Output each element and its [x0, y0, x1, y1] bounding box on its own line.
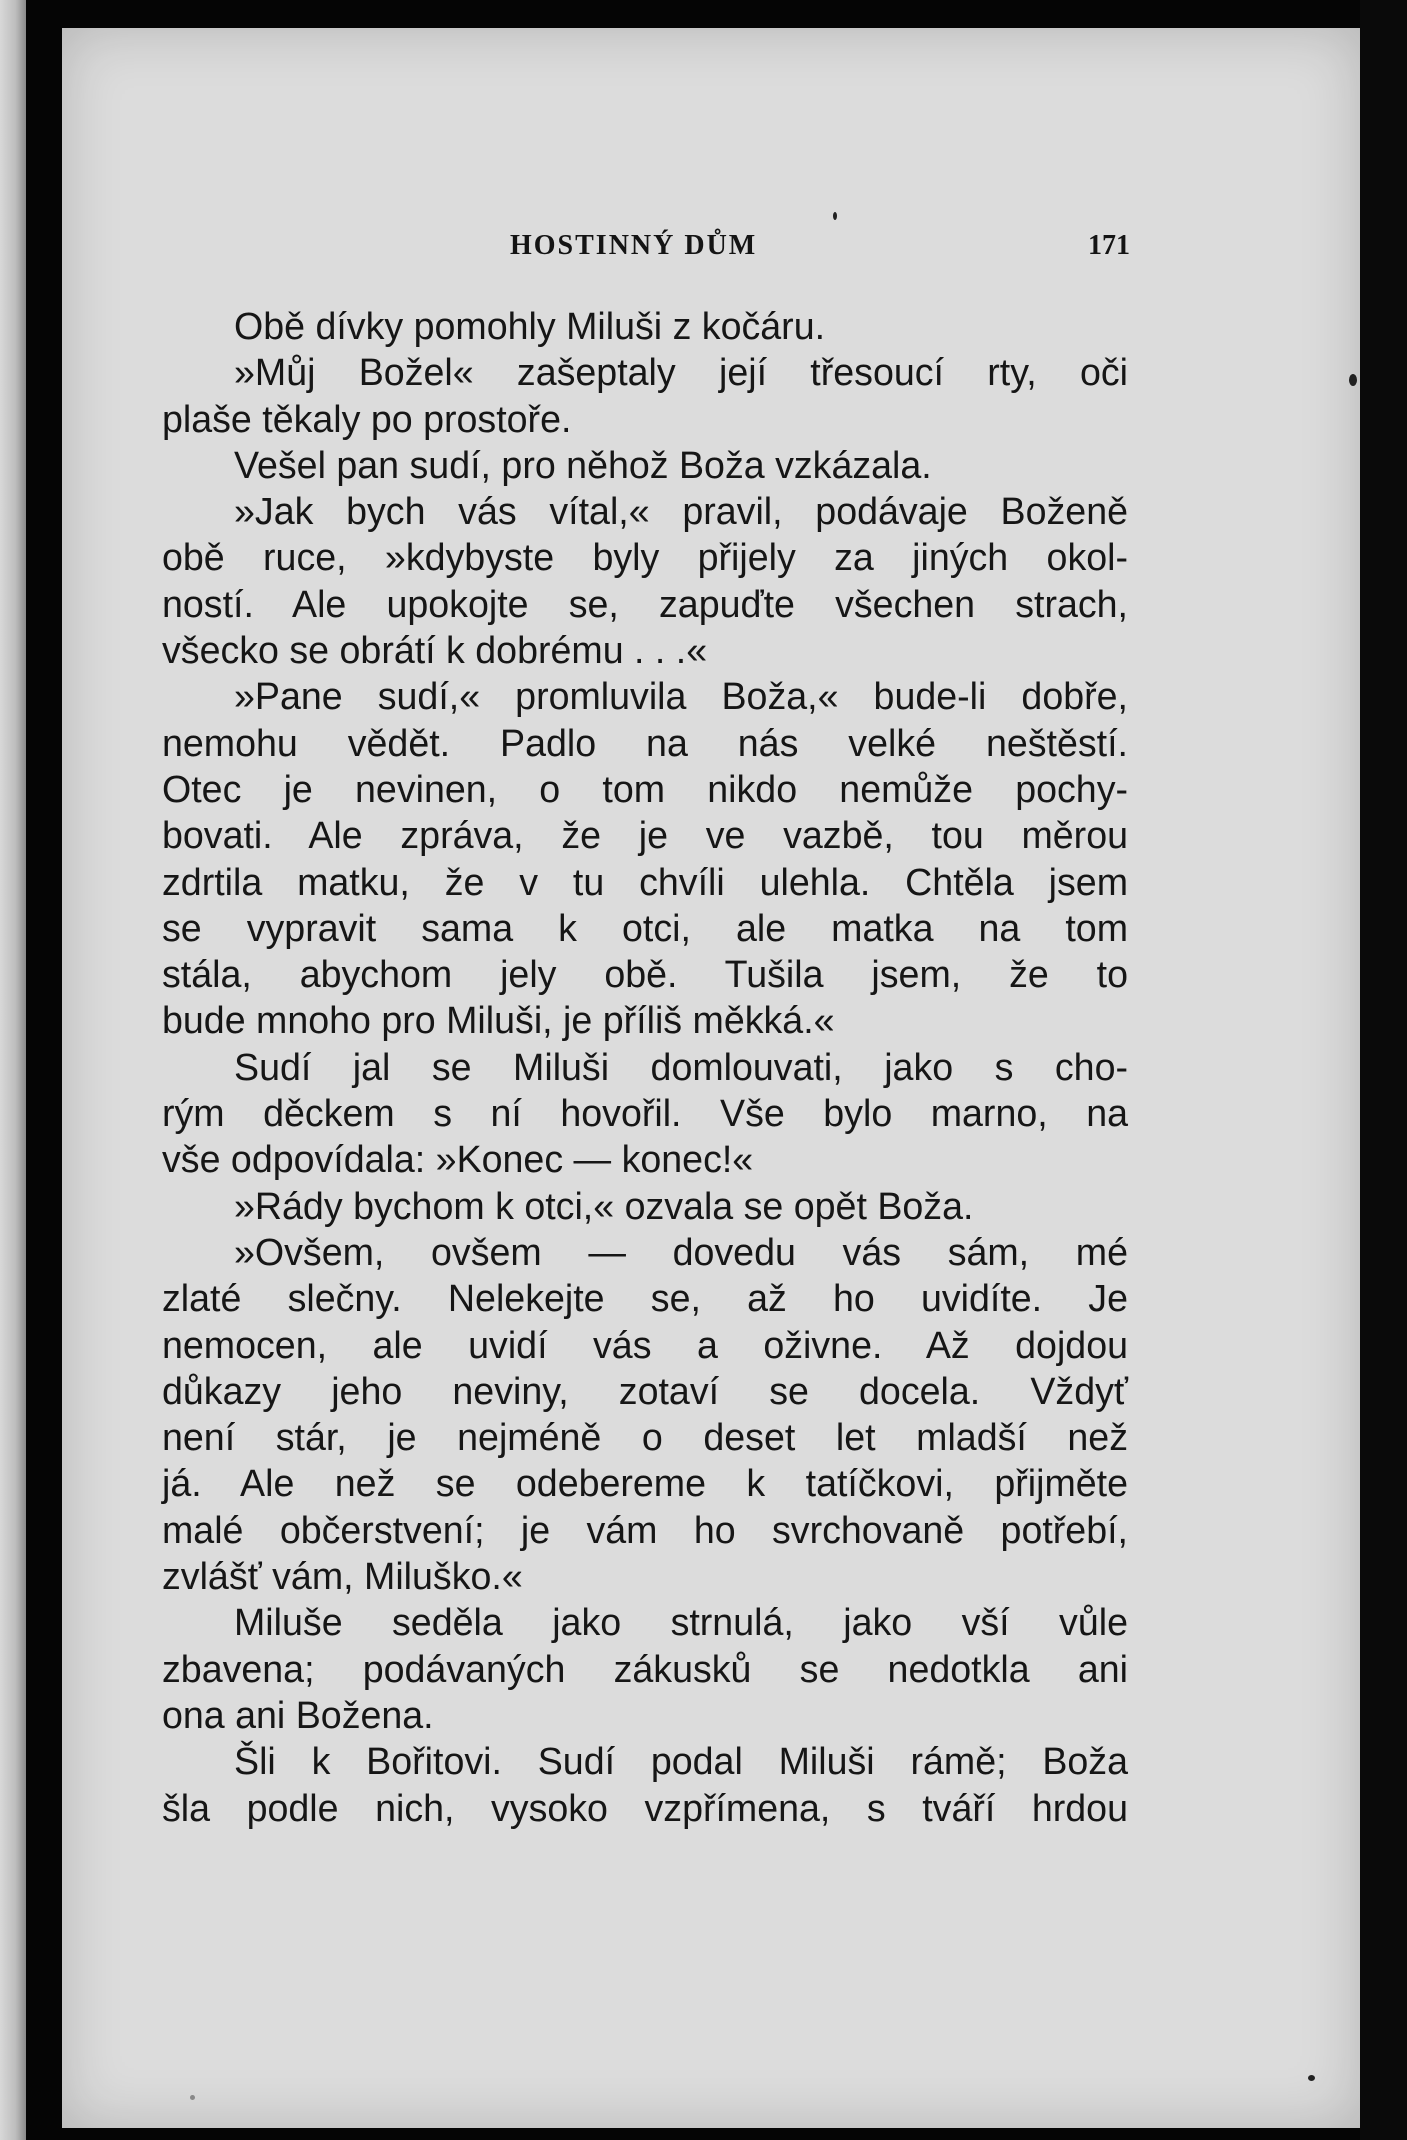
text-line: Vešel pan sudí, pro něhož Boža vzkázala. — [234, 443, 932, 486]
text-line: Šli k Bořitovi. Sudí podal Miluši rámě; Boža — [234, 1740, 1128, 1783]
text-line: stála, abychom jely obě. Tušila jsem, že to — [162, 953, 1128, 996]
text-line: ností. Ale upokojte se, zapuďte všechen strach, — [162, 582, 1128, 625]
text-line: bude mnoho pro Miluši, je příliš měkká.« — [162, 999, 835, 1042]
text-line: se vypravit sama k otci, ale matka na tom — [162, 906, 1128, 949]
text-line: zlaté slečny. Nelekejte se, až ho uvidíte. Je — [162, 1277, 1128, 1320]
text-line: zvlášť vám, Miluško.« — [162, 1555, 523, 1598]
text-line: »Pane sudí,« promluvila Boža,« bude-li dobře, — [234, 675, 1128, 718]
text-line: zbavena; podávaných zákusků se nedotkla ani — [162, 1647, 1128, 1690]
text-line: já. Ale než se odebereme k tatíčkovi, přijměte — [162, 1462, 1128, 1505]
running-title: HOSTINNÝ DŮM — [510, 230, 758, 261]
text-line: »Ovšem, ovšem — dovedu vás sám, mé — [234, 1230, 1128, 1273]
text-line: nemocen, ale uvidí vás a oživne. Až dojdou — [162, 1323, 1128, 1366]
dust-speck — [1349, 374, 1357, 386]
text-line: obě ruce, »kdybyste byly přijely za jiných okol- — [162, 536, 1128, 579]
body-text — [162, 303, 1128, 1831]
text-line: plaše těkaly po prostoře. — [162, 397, 572, 440]
text-line: Obě dívky pomohly Miluši z kočáru. — [234, 305, 826, 347]
text-line: Sudí jal se Miluši domlouvati, jako s cho- — [234, 1045, 1128, 1088]
text-line: šla podle nich, vysoko vzpřímena, s tváří hrdou — [162, 1786, 1128, 1829]
text-line: »Jak bych vás vítal,« pravil, podávaje Boženě — [234, 490, 1128, 533]
text-line: vše odpovídala: »Konec — konec!« — [162, 1138, 754, 1181]
dust-speck — [833, 212, 837, 220]
previous-page-edge — [0, 0, 26, 2140]
text-line: »Rády bychom k otci,« ozvala se opět Boža. — [234, 1184, 974, 1227]
dust-speck — [190, 2095, 195, 2100]
text-line: zdrtila matku, že v tu chvíli ulehla. Chtěla jsem — [162, 860, 1128, 903]
text-line: nemohu vědět. Padlo na nás velké neštěstí. — [162, 721, 1128, 764]
text-line: »Můj Božel« zašeptaly její třesoucí rty, oči — [234, 351, 1128, 394]
text-line: všecko se obrátí k dobrému . . .« — [162, 629, 708, 672]
dust-speck — [1308, 2075, 1315, 2081]
text-line: důkazy jeho neviny, zotaví se docela. Vždyť — [162, 1369, 1128, 1412]
page-number: 171 — [1088, 230, 1130, 261]
text-line: malé občerstvení; je vám ho svrchovaně potřebí, — [162, 1508, 1128, 1551]
text-line: není stár, je nejméně o deset let mladší než — [162, 1416, 1128, 1459]
text-line: ona ani Božena. — [162, 1693, 434, 1736]
page-header — [510, 230, 1130, 270]
text-line: Otec je nevinen, o tom nikdo nemůže pochy- — [162, 767, 1128, 810]
text-line: rým děckem s ní hovořil. Vše bylo marno, na — [162, 1092, 1128, 1135]
text-line: bovati. Ale zpráva, že je ve vazbě, tou měrou — [162, 814, 1128, 857]
book-edge-shadow — [1360, 0, 1407, 2140]
text-line: Miluše seděla jako strnulá, jako vší vůle — [234, 1601, 1128, 1644]
